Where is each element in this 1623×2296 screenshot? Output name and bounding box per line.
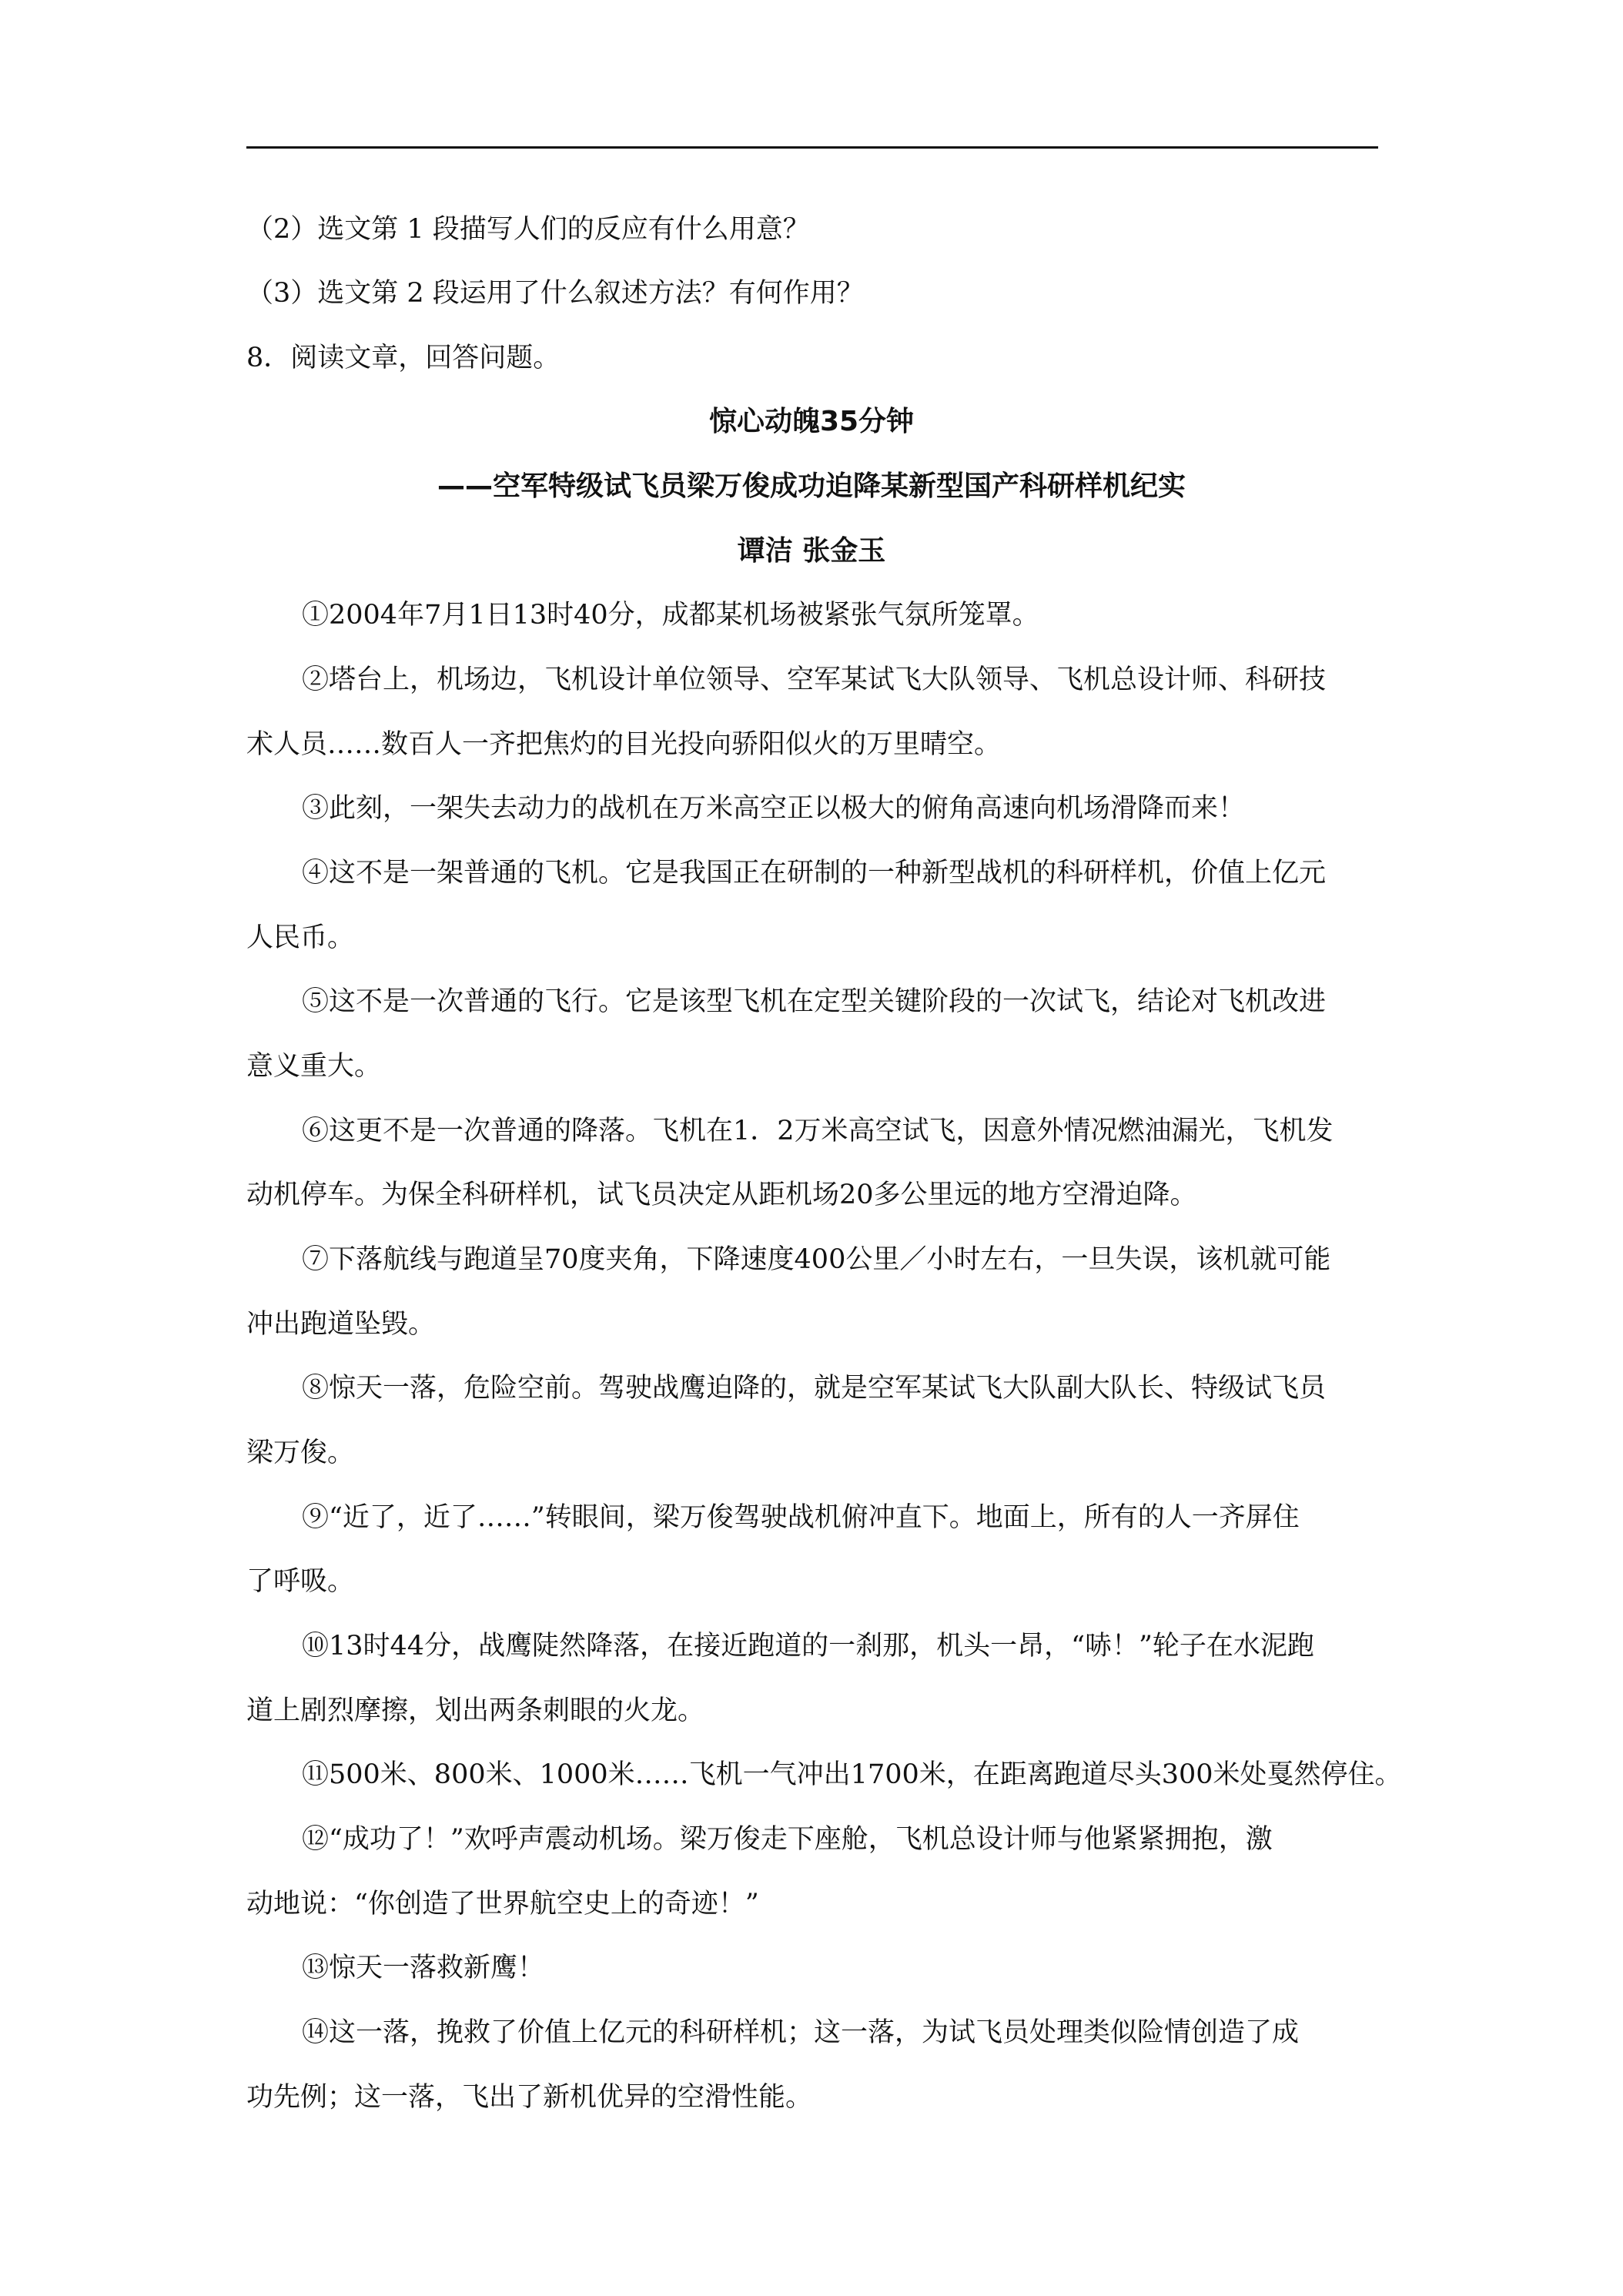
paragraph-14-line-1: ⑭这一落，挽救了价值上亿元的科研样机；这一落，为试飞员处理类似险情创造了成 <box>302 2017 1300 2048</box>
article-authors: 谭洁 张金玉 <box>737 535 886 567</box>
question-8: 8．阅读文章，回答问题。 <box>246 343 561 373</box>
paragraph-4-line-1: ④这不是一架普通的飞机。它是我国正在研制的一种新型战机的科研样机，价值上亿元 <box>302 858 1327 889</box>
question-3: （3）选文第 2 段运用了什么叙述方法？有何作用？ <box>246 278 864 309</box>
paragraph-2-line-1: ②塔台上，机场边，飞机设计单位领导、空军某试飞大队领导、飞机总设计师、科研技 <box>302 664 1327 695</box>
paragraph-9-line-2: 了呼吸。 <box>246 1566 355 1597</box>
paragraph-1-line-1: ①2004年7月1日13时40分，成都某机场被紧张气氛所笼罩。 <box>302 600 1039 631</box>
paragraph-3-line-1: ③此刻，一架失去动力的战机在万米高空正以极大的俯角高速向机场滑降而来！ <box>302 793 1246 824</box>
paragraph-6-line-2: 动机停车。为保全科研样机，试飞员决定从距机场20多公里远的地方空滑迫降。 <box>246 1180 1197 1210</box>
paragraph-7-line-2: 冲出跑道坠毁。 <box>246 1309 436 1340</box>
paragraph-11-line-1: ⑪500米、800米、1000米……飞机一气冲出1700米，在距离跑道尽头300米处戛然停住。 <box>302 1759 1402 1790</box>
header-rule <box>246 146 1378 149</box>
paragraph-6-line-1: ⑥这更不是一次普通的降落。飞机在1．2万米高空试飞，因意外情况燃油漏光，飞机发 <box>302 1116 1334 1146</box>
article-title: 惊心动魄35分钟 <box>708 406 915 437</box>
paragraph-13-line-1: ⑬惊天一落救新鹰！ <box>302 1953 545 1983</box>
paragraph-10-line-1: ⑩13时44分，战鹰陡然降落，在接近跑道的一刹那，机头一昂，“哧！”轮子在水泥跑 <box>302 1631 1314 1662</box>
paragraph-8-line-1: ⑧惊天一落，危险空前。驾驶战鹰迫降的，就是空军某试飞大队副大队长、特级试飞员 <box>302 1373 1327 1404</box>
paragraph-8-line-2: 梁万俊。 <box>246 1438 355 1468</box>
question-2: （2）选文第 1 段描写人们的反应有什么用意？ <box>246 214 810 245</box>
paragraph-14-line-2: 功先例；这一落，飞出了新机优异的空滑性能。 <box>246 2082 813 2113</box>
paragraph-2-line-2: 术人员……数百人一齐把焦灼的目光投向骄阳似火的万里晴空。 <box>246 729 1002 760</box>
paragraph-12-line-1: ⑫“成功了！”欢呼声震动机场。梁万俊走下座舱，飞机总设计师与他紧紧拥抱，激 <box>302 1824 1273 1855</box>
paragraph-10-line-2: 道上剧烈摩擦，划出两条刺眼的火龙。 <box>246 1695 705 1726</box>
article-subtitle: ——空军特级试飞员梁万俊成功迫降某新型国产科研样机纪实 <box>437 470 1186 502</box>
paragraph-7-line-1: ⑦下落航线与跑道呈70度夹角，下降速度400公里／小时左右，一旦失误，该机就可能 <box>302 1244 1331 1275</box>
paragraph-5-line-2: 意义重大。 <box>246 1051 382 1082</box>
paragraph-12-line-2: 动地说：“你创造了世界航空史上的奇迹！” <box>246 1889 759 1919</box>
paragraph-4-line-2: 人民币。 <box>246 922 355 953</box>
paragraph-5-line-1: ⑤这不是一次普通的飞行。它是该型飞机在定型关键阶段的一次试飞，结论对飞机改进 <box>302 986 1327 1017</box>
paragraph-9-line-1: ⑨“近了，近了……”转眼间，梁万俊驾驶战机俯冲直下。地面上，所有的人一齐屏住 <box>302 1502 1300 1533</box>
